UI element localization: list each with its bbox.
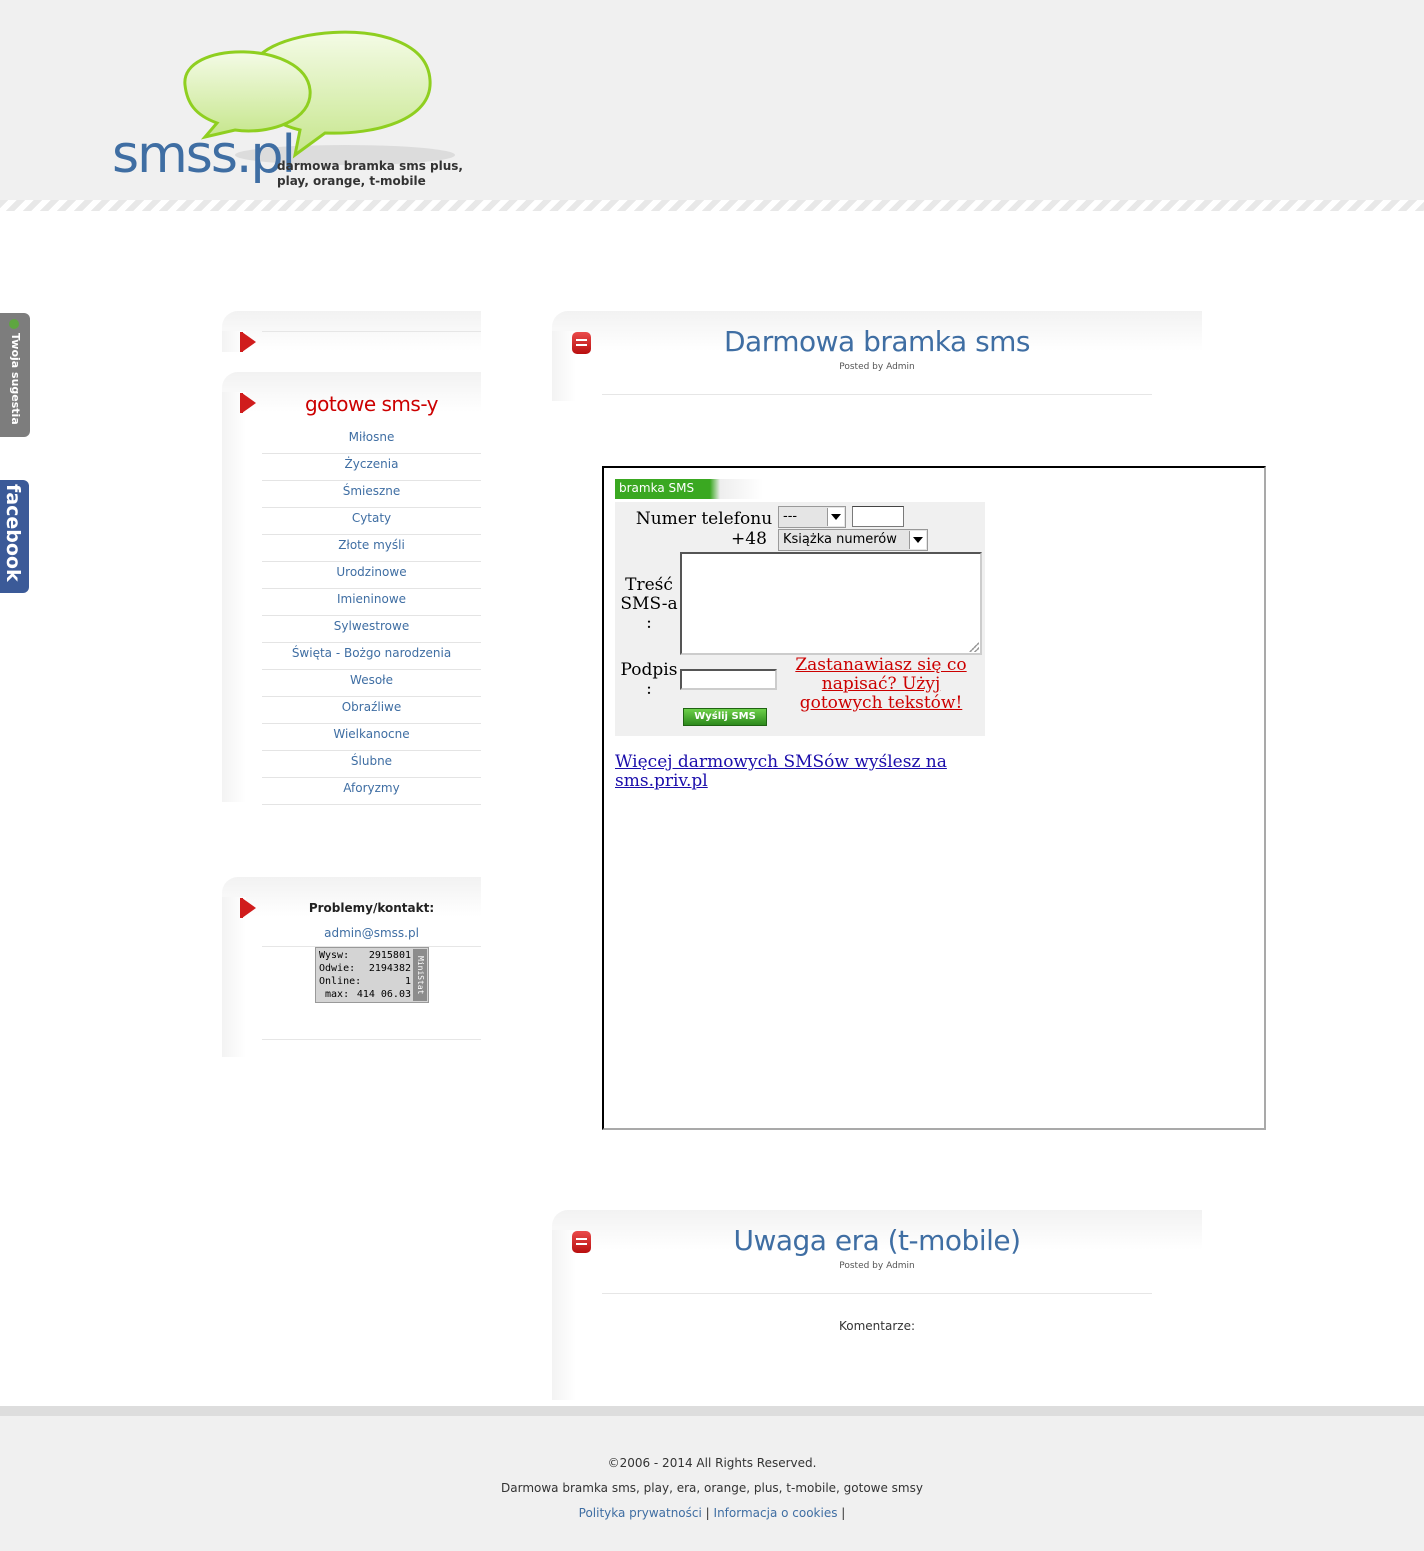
phonebook-select-value: Książka numerów [783,532,897,547]
sms-banner-label: bramka SMS [619,481,695,495]
stats-row [319,949,411,962]
sms-banner [615,479,763,499]
stats-label: Online: [319,976,362,987]
stats-label: Odwie: [319,963,356,974]
chevron-down-icon [827,508,844,526]
site-header [0,0,1424,200]
sidebar-item-sms-category[interactable]: Sylwestrowe [262,615,481,643]
suggestion-tab[interactable] [0,313,30,437]
sidebar-sms-box [222,372,481,802]
sidebar-item-sms-category[interactable]: Śmieszne [262,480,481,508]
sidebar-item-sms-category[interactable]: Obraźliwe [262,696,481,724]
divider [262,331,481,332]
post-icon [572,332,591,354]
sidebar-item-sms-category[interactable]: Cytaty [262,507,481,535]
footer-keywords: Darmowa bramka sms, play, era, orange, plus, t-mobile, gotowe smsy [501,1481,923,1495]
stats-value: 1 [404,976,411,987]
sidebar-item-sms-category[interactable]: Życzenia [262,453,481,481]
message-label: Treść SMS-a : [620,575,678,633]
footer-copyright: ©2006 - 2014 All Rights Reserved. [607,1456,817,1470]
send-sms-button[interactable]: Wyślij SMS [683,708,767,726]
chevron-down-icon [909,531,926,549]
prefix-select-value: --- [783,509,798,524]
site-footer [0,1406,1424,1551]
stats-row [319,988,411,1001]
phone-label: Numer telefonu [635,509,773,529]
phone-number-input[interactable] [852,506,904,527]
sidebar-item-sms-category[interactable]: Złote myśli [262,534,481,562]
facebook-tab[interactable] [0,480,29,593]
sidebar-item-sms-category[interactable]: Urodzinowe [262,561,481,589]
contact-email-link[interactable]: admin@smss.pl [324,926,419,940]
post-icon [572,1231,591,1253]
cookies-info-link[interactable]: Informacja o cookies [713,1506,838,1520]
stats-label: max: [319,989,350,1000]
divider [262,1039,481,1040]
stats-value: 2194382 [368,963,411,974]
post-author: Posted by Admin [839,1261,915,1271]
sms-form [615,502,985,736]
sidebar-contact-box [222,877,481,1057]
post-author: Posted by Admin [839,362,915,372]
post-title[interactable]: Uwaga era (t-mobile) [733,1224,1021,1257]
stats-side-label: MiniStat [413,949,427,1001]
post-box-2 [552,1210,1202,1400]
post-title[interactable]: Darmowa bramka sms [723,325,1031,358]
privacy-policy-link[interactable]: Polityka prywatności [578,1506,702,1520]
sidebar-item-sms-category[interactable]: Aforyzmy [262,777,481,805]
sidebar-item-sms-category[interactable]: Święta - Bożgo narodzenia [262,642,481,670]
footer-separator: | [705,1506,710,1520]
footer-separator: | [841,1506,846,1520]
red-arrow-icon [242,898,256,918]
visitor-stats-counter[interactable] [315,947,429,1003]
sidebar-item-sms-category[interactable]: Imieninowe [262,588,481,616]
resize-handle-icon[interactable] [969,642,979,652]
facebook-tab-label: facebook [2,484,24,582]
divider [602,1293,1152,1294]
comments-label[interactable]: Komentarze: [838,1319,915,1333]
signature-label: Podpis : [620,660,678,699]
red-arrow-icon [242,332,256,352]
stats-row [319,975,411,988]
footer-links [0,1506,1424,1520]
phone-prefix: +48 [731,529,767,549]
stats-value: 414 06.03 [356,989,411,1000]
site-logo[interactable]: smss.pl [112,125,294,185]
stats-row [319,962,411,975]
more-sms-link[interactable]: Więcej darmowych SMSów wyślesz na sms.priv.pl [615,752,947,791]
sidebar-item-sms-category[interactable]: Wielkanocne [262,723,481,751]
site-tagline: darmowa bramka sms plus, play, orange, t-mobile [277,159,463,188]
prefix-select[interactable] [778,506,846,528]
sidebar-item-sms-category[interactable]: Miłosne [262,426,481,454]
divider [602,394,1152,395]
post-box-1 [552,311,1202,401]
sms-gateway-frame [602,466,1266,1130]
stats-label: Wysw: [319,950,350,961]
red-arrow-icon [242,393,256,413]
suggestion-tab-label: Twoja sugestia [9,333,22,425]
contact-box-title: Problemy/kontakt: [308,901,435,915]
phonebook-select[interactable] [778,529,928,551]
sidebar-empty-box [222,311,481,352]
message-textarea[interactable] [680,552,982,655]
stats-rows [319,949,428,1001]
stats-value: 2915801 [368,950,411,961]
signature-input[interactable] [680,669,777,690]
ready-texts-link[interactable]: Zastanawiasz się co napisać? Użyj gotowych tekstów! [795,655,967,713]
sidebar-item-sms-category[interactable]: Ślubne [262,750,481,778]
sidebar-item-sms-category[interactable]: Wesołe [262,669,481,697]
sms-box-title: gotowe sms-y [304,392,439,416]
header-stripe-divider [0,200,1424,211]
check-icon [9,319,19,329]
